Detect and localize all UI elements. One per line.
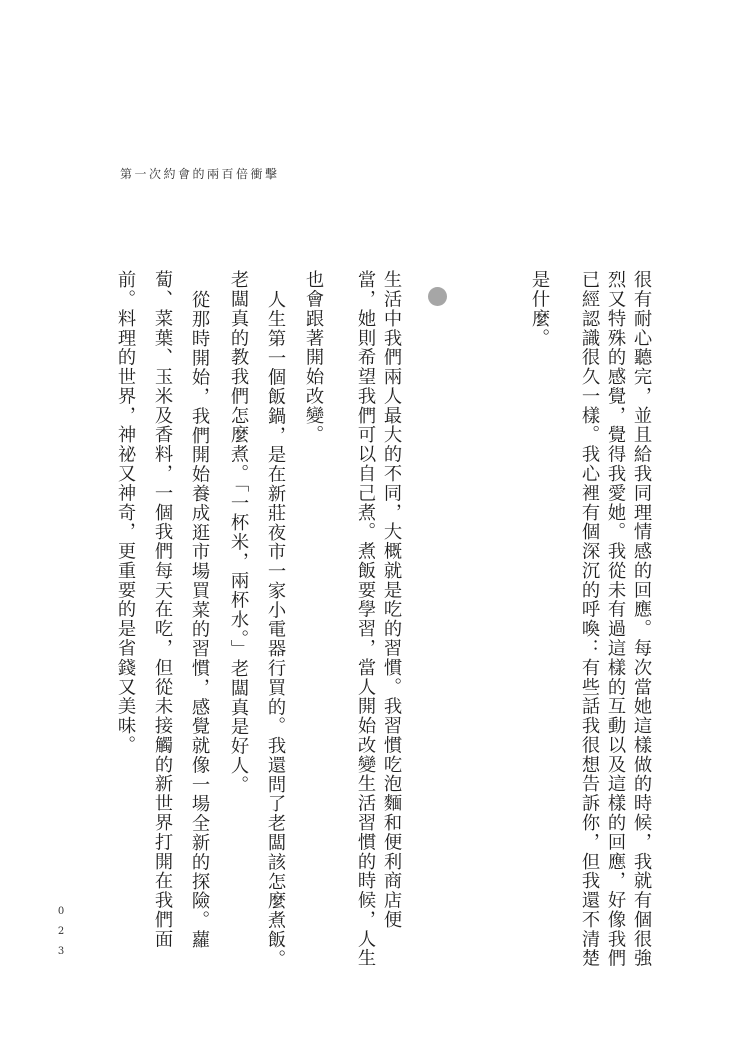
text-column: 生活中我們兩人最大的不同，大概就是吃的習慣。我習慣吃泡麵和便利商店便 bbox=[381, 270, 402, 930]
text-column: 前。料理的世界，神祕又神奇，更重要的是省錢又美味。 bbox=[115, 270, 136, 755]
text-column: 當，她則希望我們可以自己煮。煮飯要學習，當人開始改變生活習慣的時候，人生 bbox=[355, 270, 376, 969]
text-column: 從那時開始，我們開始養成逛市場買菜的習慣，感覺就像一場全新的探險。蘿 bbox=[189, 290, 210, 950]
page-number: 023 bbox=[57, 906, 65, 957]
text-column: 是什麼。 bbox=[529, 270, 550, 348]
text-column: 很有耐心聽完，並且給我同理情感的回應。每次當她這樣做的時候，我就有個很強 bbox=[631, 270, 652, 969]
text-column: 蔔、菜葉、玉米及香料，一個我們每天在吃，但從未接觸的新世界打開在我們面 bbox=[152, 270, 173, 949]
section-bullet-icon bbox=[428, 287, 447, 306]
text-column: 人生第一個飯鍋，是在新莊夜市一家小電器行買的。我還問了老闆該怎麼煮飯。 bbox=[265, 290, 286, 969]
text-column: 烈又特殊的感覺，覺得我愛她。我從未有過這樣的互動以及這樣的回應，好像我們 bbox=[605, 270, 626, 969]
text-column: 也會跟著開始改變。 bbox=[303, 270, 324, 445]
text-column: 已經認識很久一樣。我心裡有個深沉的呼喚：有些話我很想告訴你，但我還不清楚 bbox=[579, 270, 600, 969]
text-column: 老闆真的教我們怎麼煮。「一杯米，兩杯水。」老闆真是好人。 bbox=[228, 270, 249, 795]
running-head-chapter-title: 第一次約會的兩百倍衝擊 bbox=[120, 167, 280, 181]
